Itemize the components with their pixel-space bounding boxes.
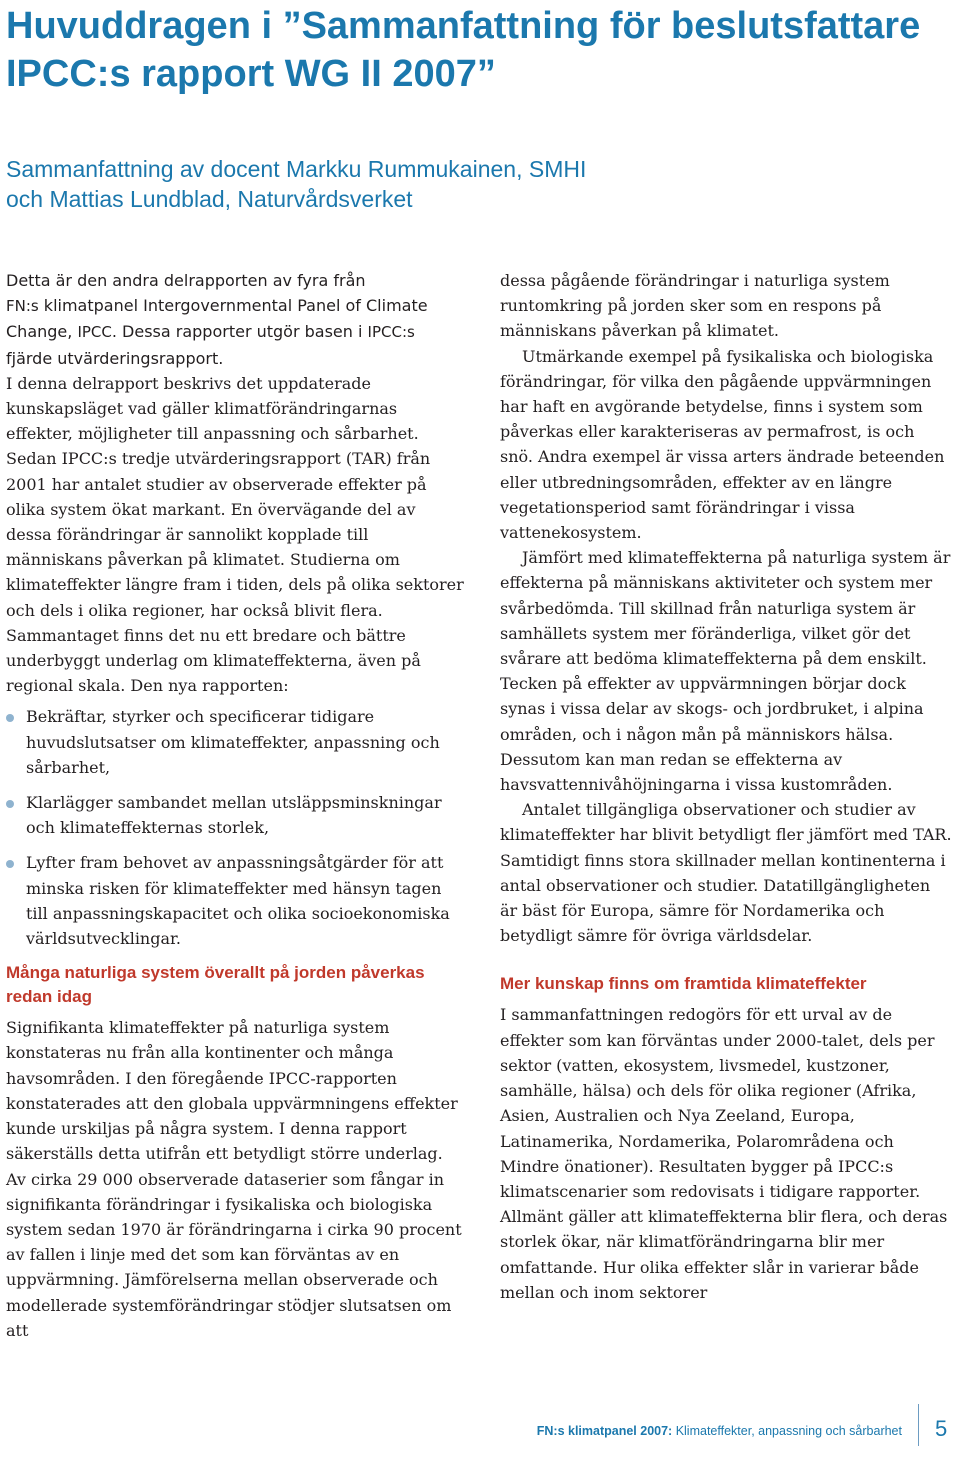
list-item (6, 704, 464, 780)
bullet-icon (6, 714, 14, 722)
section-heading-future-effects: Mer kunskap finns om framtida klimateffekter (500, 974, 867, 994)
list-item (6, 790, 464, 840)
bullet-icon (6, 860, 14, 868)
intro-text-1: Detta är den andra delrapporten av fyra från (6, 271, 366, 290)
footer-label-bold: FN:s klimatpanel 2007: (536, 1424, 673, 1438)
subtitle-line-2: och Mattias Lundblad, Naturvårdsverket (6, 186, 413, 212)
intro-text-4: fjärde utvärderingsrapport. (6, 348, 224, 368)
intro-abbr-ipcc: IPCC (77, 323, 112, 342)
intro-paragraph (6, 268, 464, 371)
left-column (6, 268, 464, 1343)
body-paragraph: I denna delrapport beskrivs det uppdaterade kunskapsläget vad gäller klimatförändringarnas effekter, möjligheter till anpassning och sårbarhet. Sedan IPCC:s tredje utvärderingsrapport (TAR) från 2001 har antalet studier av observerade effekter på olika system ökat markant. En övervägande del av dessa förändringar är sannolikt kopplade till människans påverkan på klimatet. Studierna om klimateffekter längre fram i tiden, dels på olika sektorer och dels i olika regioner, har också blivit flera. Sammantaget finns det nu ett bredare och bättre underbyggt underlag om klimateffekterna, även på regional skala. Den nya rapporten: (6, 373, 464, 696)
paragraph: dessa pågående förändringar i naturliga system runtomkring på jorden sker som en respons på människans påverkan på klimatet. (500, 271, 890, 341)
paragraph: Utmärkande exempel på fysikaliska och biologiska förändringar, för vilka den pågående uppvärmningen har haft en avgörande betydelse, finns i system som påverkas eller karakteriseras av permafrost, is och snö. Andra exempel är vissa arters ändrade beteenden eller utbredningsområden, effekter av en längre vegetationsperiod samt förändringar i vissa vattenekosystem. (500, 346, 945, 543)
bullet-icon (6, 800, 14, 808)
paragraph: Antalet tillgängliga observationer och studier av klimateffekter har blivit betydligt fler jämfört med TAR. Samtidigt finns stora skillnader mellan kontinenterna i antal observationer och studier. Datatillgängligheten är bäst för Europa, sämre för Nordamerika och betydligt sämre för övriga världsdelar. (500, 800, 952, 946)
intro-abbr-fns: FN:s (6, 297, 39, 316)
page-number: 5 (935, 1416, 948, 1441)
list-item (6, 850, 464, 951)
intro-abbr-ipccs: IPCC:s (367, 323, 415, 342)
section-paragraph: Signifikanta klimateffekter på naturliga system konstateras nu från alla kontinenter och många havsområden. I den föregående IPCC-rapporten konstaterades att den globala uppvärmningens effekter kunde urskiljas på några system. I denna rapport säkerställs detta utifrån ett betydligt större underlag. Av cirka 29 000 observerade dataserier som fångar in signifikanta förändringar i fysikaliska och biologiska system sedan 1970 är förändringarna i cirka 90 procent av fallen i linje med det som kan förväntas av en uppvärmning. Jämförelserna mellan observerade och modellerade systemförändringar stödjer slutsatsen om att (6, 1018, 462, 1340)
footer-divider (918, 1404, 919, 1446)
intro-text-3: . Dessa rapporter utgör basen i (111, 322, 368, 342)
bullet-list (6, 704, 464, 951)
document-title: Huvuddragen i ”Sammanfattning för beslutsfattare IPCC:s rapport WG II 2007” (6, 5, 921, 95)
footer-running-title (537, 1424, 902, 1438)
bullet-text: Bekräftar, styrker och specificerar tidigare huvudslutsatser om klimateffekter, anpassning och sårbarhet, (26, 707, 440, 777)
paragraph: I sammanfattningen redogörs för ett urval av de effekter som kan förväntas under 2000-talet, dels per sektor (vatten, ekosystem, livsmedel, kustzoner, samhälle, hälsa) och dels för olika regioner (Afrika, Asien, Australien och Nya Zeeland, Europa, Latinamerika, Nordamerika, Polarområdena och Mindre önationer). Resultaten bygger på IPCC:s klimatscenarier som redovisats i tidigare rapporter. Allmänt gäller att klimateffekterna blir flera, och deras storlek ökar, när klimatförändringarna blir mer omfattande. Hur olika effekter slår in varierar både mellan och inom sektorer (500, 1005, 948, 1302)
intro-text-2: klimatpanel Intergovernmental Panel of Climate Change, (6, 296, 428, 342)
right-column (500, 268, 952, 1305)
footer-label: Klimateffekter, anpassning och sårbarhet (672, 1424, 902, 1438)
document-subtitle (6, 154, 906, 214)
paragraph: Jämfört med klimateffekterna på naturliga system är effekterna på människans aktiviteter och system mer svårbedömda. Till skillnad från naturliga system är samhällets system mer föränderliga, vilket gör det svårare att bedöma klimateffekterna på dem enskilt. Tecken på effekter av uppvärmningen börjar dock synas i vissa delar av skogs- och jordbruket, i alpina områden, och i någon mån på människors hälsa. Dessutom kan man redan se effekterna av havsvattennivåhöjningarna i vissa kustområden. (500, 548, 951, 795)
subtitle-line-1: Sammanfattning av docent Markku Rummukainen, SMHI (6, 156, 587, 182)
section-heading-natural-systems: Många naturliga system överallt på jorden påverkas redan idag (6, 963, 425, 1007)
bullet-text: Lyfter fram behovet av anpassningsåtgärder för att minska risken för klimateffekter med hänsyn tagen till anpassningskapacitet och olika socioekonomiska världsutvecklingar. (26, 853, 450, 949)
bullet-text: Klarlägger sambandet mellan utsläppsminskningar och klimateffekternas storlek, (26, 793, 442, 838)
